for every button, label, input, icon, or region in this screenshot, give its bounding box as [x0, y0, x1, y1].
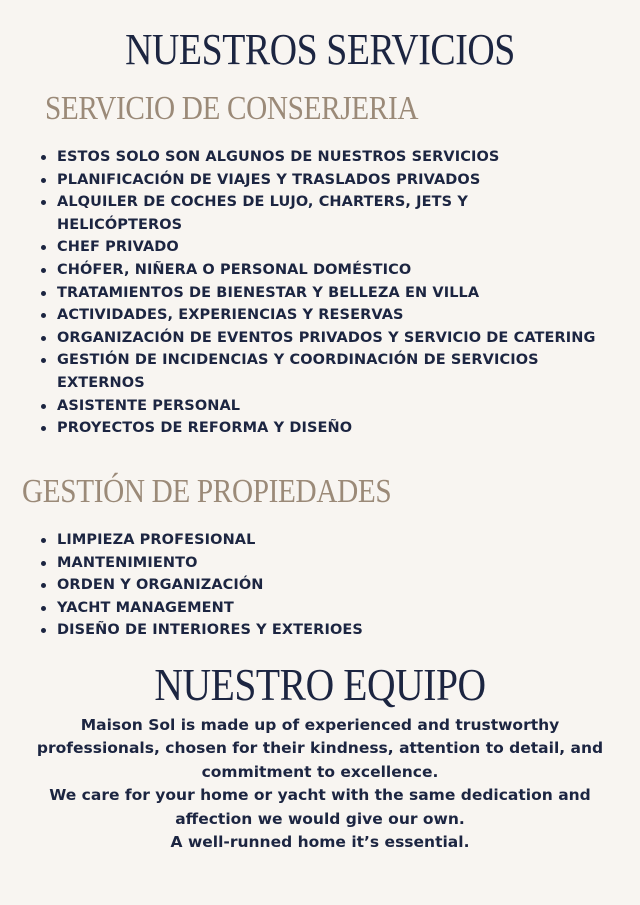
property-services-list — [37, 529, 597, 642]
list-item: MANTENIMIENTO — [37, 552, 597, 575]
list-item: ASISTENTE PERSONAL — [37, 395, 597, 418]
page-title: NUESTROS SERVICIOS — [125, 25, 515, 74]
team-paragraph: A well-runned home it’s essential. — [170, 833, 470, 852]
list-item: ORDEN Y ORGANIZACIÓN — [37, 574, 597, 597]
list-item: ORGANIZACIÓN DE EVENTOS PRIVADOS Y SERVICIO DE CATERING — [37, 327, 597, 350]
list-item: DISEÑO DE INTERIORES Y EXTERIOES — [37, 619, 597, 642]
concierge-heading: SERVICIO DE CONSERJERIA — [45, 90, 419, 127]
team-paragraph: We care for your home or yacht with the same dedication and affection we would give our own. — [49, 786, 591, 828]
team-paragraph: Maison Sol is made up of experienced and trustworthy professionals, chosen for their kindness, attention to detail, and commitment to excellence. — [36, 716, 604, 781]
list-item: CHEF PRIVADO — [37, 236, 597, 259]
list-item: CHÓFER, NIÑERA O PERSONAL DOMÉSTICO — [37, 259, 597, 282]
team-heading: NUESTRO EQUIPO — [154, 659, 486, 710]
list-item: ALQUILER DE COCHES DE LUJO, CHARTERS, JETS Y HELICÓPTEROS — [37, 191, 597, 236]
list-item: TRATAMIENTOS DE BIENESTAR Y BELLEZA EN VILLA — [37, 282, 597, 305]
list-item: YACHT MANAGEMENT — [37, 597, 597, 620]
list-item: LIMPIEZA PROFESIONAL — [37, 529, 597, 552]
list-item: PROYECTOS DE REFORMA Y DISEÑO — [37, 417, 597, 440]
list-item: GESTIÓN DE INCIDENCIAS Y COORDINACIÓN DE SERVICIOS EXTERNOS — [37, 349, 597, 394]
list-item: PLANIFICACIÓN DE VIAJES Y TRASLADOS PRIVADOS — [37, 169, 597, 192]
list-item: ACTIVIDADES, EXPERIENCIAS Y RESERVAS — [37, 304, 597, 327]
list-item: ESTOS SOLO SON ALGUNOS DE NUESTROS SERVICIOS — [37, 146, 597, 169]
property-management-heading: GESTIÓN DE PROPIEDADES — [22, 473, 392, 510]
concierge-services-list — [37, 146, 597, 440]
team-description — [20, 714, 620, 854]
